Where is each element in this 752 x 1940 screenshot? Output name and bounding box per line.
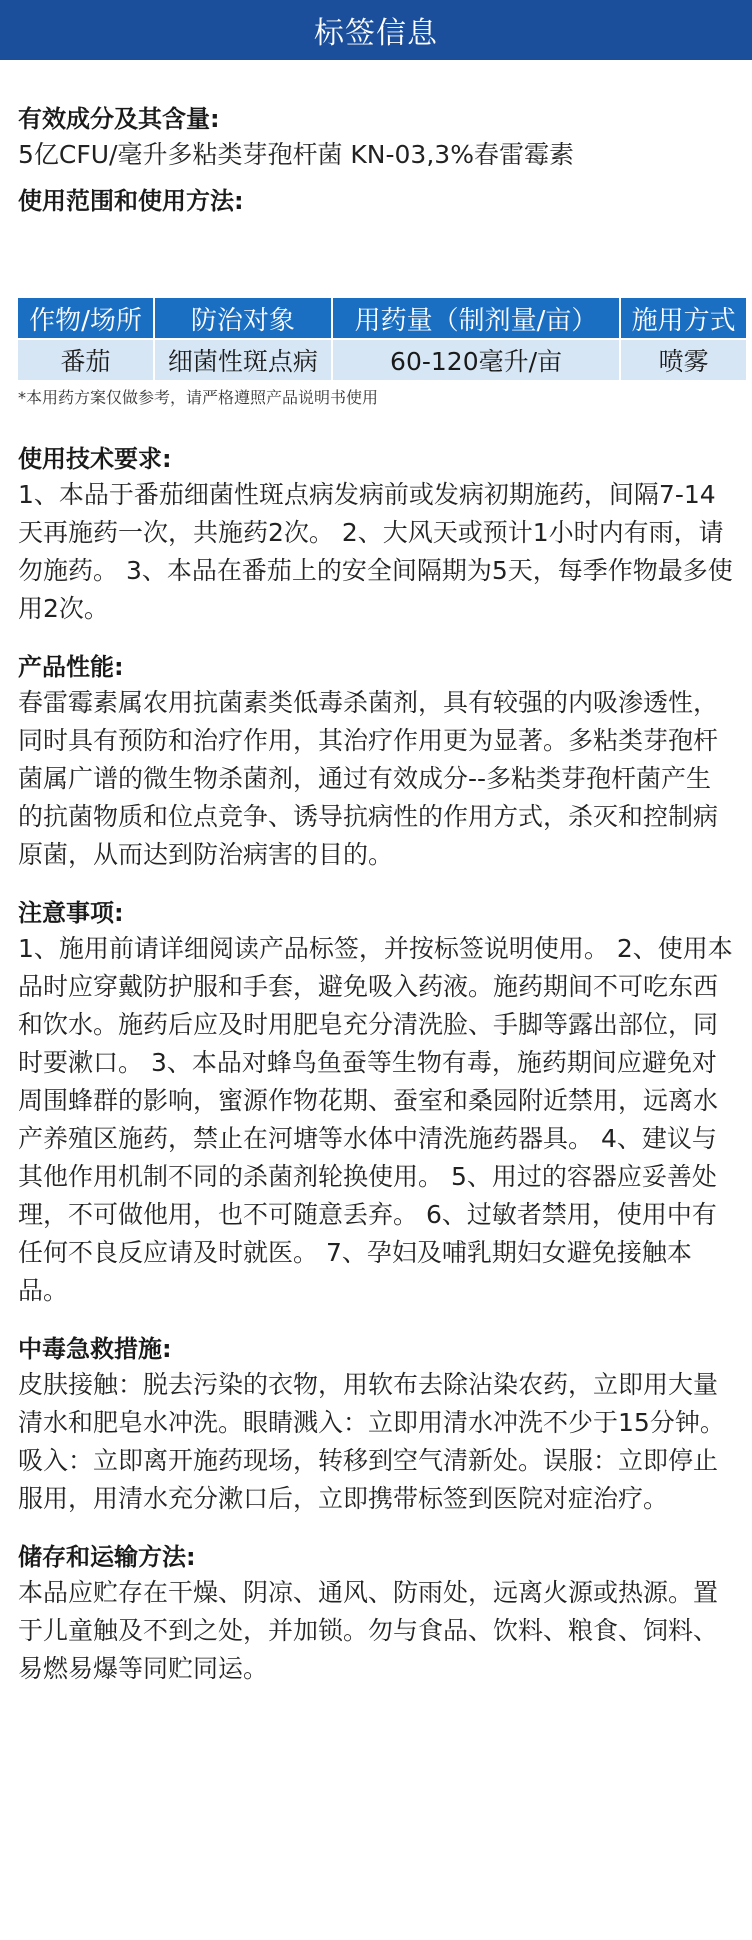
ingredient-title: 有效成分及其含量:: [18, 105, 220, 133]
section-caution: [18, 874, 734, 1310]
table-header-row: [18, 298, 746, 338]
firstaid-title: 中毒急救措施:: [18, 1335, 172, 1363]
col-header-dosage: 用药量（制剂量/亩）: [333, 298, 619, 338]
tech-text: 1、本品于番茄细菌性斑点病发病前或发病初期施药，间隔7-14天再施药一次，共施药2次。 2、大风天或预计1小时内有雨，请勿施药。 3、本品在番茄上的安全间隔期为5天，每季作物最多使用2次。: [18, 480, 733, 623]
caution-title: 注意事项:: [18, 899, 124, 927]
section-performance: [18, 628, 734, 874]
page-title: 标签信息: [314, 16, 438, 51]
table-note: *本用药方案仅做参考，请严格遵照产品说明书使用: [18, 388, 379, 407]
storage-title: 储存和运输方法:: [18, 1543, 196, 1571]
ingredient-text: 5亿CFU/毫升多粘类芽孢杆菌 KN-03,3%春雷霉素: [18, 140, 574, 169]
section-ingredient: [18, 60, 734, 174]
cell-method: 喷雾: [621, 340, 746, 380]
storage-text: 本品应贮存在干燥、阴凉、通风、防雨处，远离火源或热源。置于儿童触及不到之处，并加锁。勿与食品、饮料、粮食、饲料、易燃易爆等同贮同运。: [18, 1578, 719, 1683]
cell-dosage: 60-120毫升/亩: [333, 340, 619, 380]
usage-table: [16, 296, 748, 382]
section-usage: [18, 174, 734, 218]
performance-text: 春雷霉素属农用抗菌素类低毒杀菌剂，具有较强的内吸渗透性，同时具有预防和治疗作用，其治疗作用更为显著。多粘类芽孢杆菌属广谱的微生物杀菌剂，通过有效成分--多粘类芽孢杆菌产生的抗菌物质和位点竞争、诱导抗病性的作用方式，杀灭和控制病原菌，从而达到防治病害的目的。: [18, 688, 719, 869]
table-row: [18, 340, 746, 380]
cell-target: 细菌性斑点病: [155, 340, 331, 380]
section-tech: [18, 410, 734, 628]
col-header-method: 施用方式: [621, 298, 746, 338]
performance-title: 产品性能:: [18, 653, 124, 681]
usage-table-wrap: [18, 296, 752, 410]
section-firstaid: [18, 1310, 734, 1518]
label-content: [0, 60, 752, 1688]
cell-crop: 番茄: [18, 340, 153, 380]
caution-text: 1、施用前请详细阅读产品标签，并按标签说明使用。 2、使用本品时应穿戴防护服和手套，避免吸入药液。施药期间不可吃东西和饮水。施药后应及时用肥皂充分清洗脸、手脚等露出部位，同时要漱口。 3、本品对蜂鸟鱼蚕等生物有毒，施药期间应避免对周围蜂群的影响，蜜源作物花期、蚕室和桑园附近禁用，远离水产养殖区施药，禁止在河塘等水体中清洗施药器具。 4、建议与其他作用机制不同的杀菌剂轮换使用。 5、用过的容器应妥善处理，不可做他用，也不可随意丢弃。 6、过敏者禁用，使用中有任何不良反应请及时就医。 7、孕妇及哺乳期妇女避免接触本品。: [18, 934, 733, 1305]
col-header-target: 防治对象: [155, 298, 331, 338]
usage-title: 使用范围和使用方法:: [18, 187, 244, 215]
col-header-crop: 作物/场所: [18, 298, 153, 338]
firstaid-text: 皮肤接触：脱去污染的衣物，用软布去除沾染农药，立即用大量清水和肥皂水冲洗。眼睛溅入：立即用清水冲洗不少于15分钟。吸入：立即离开施药现场，转移到空气清新处。误服：立即停止服用，用清水充分漱口后，立即携带标签到医院对症治疗。: [18, 1370, 725, 1513]
tech-title: 使用技术要求:: [18, 445, 172, 473]
section-storage: [18, 1518, 734, 1688]
header-bar: [0, 0, 752, 60]
